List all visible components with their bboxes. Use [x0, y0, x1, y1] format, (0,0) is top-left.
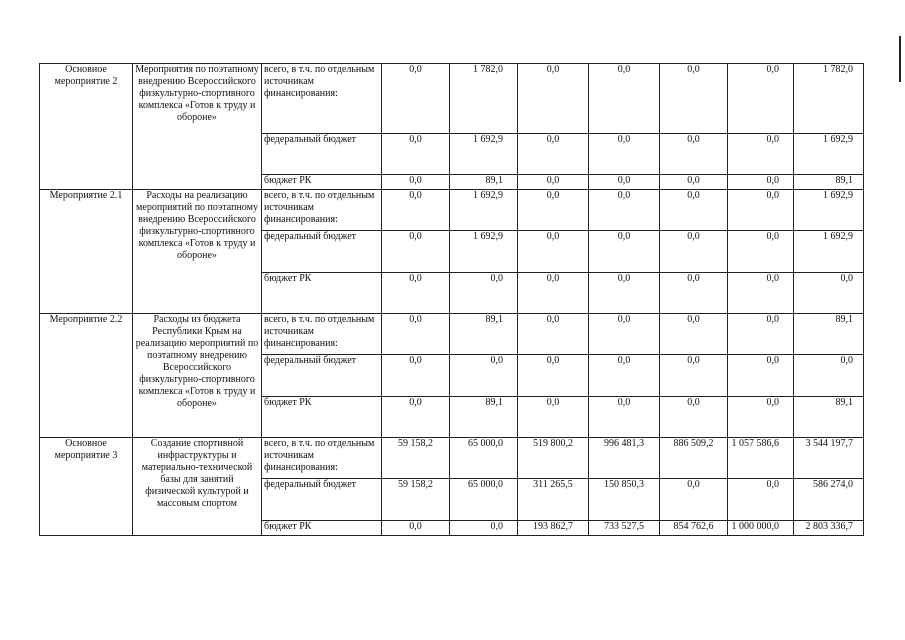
funding-source-label: федеральный бюджет: [262, 355, 382, 397]
amount-cell: 0,0: [660, 479, 728, 521]
amount-cell: 65 000,0: [450, 479, 518, 521]
funding-source-label: всего, в т.ч. по отдельным источникам финансирования:: [262, 64, 382, 134]
funding-source-label: всего, в т.ч. по отдельным источникам финансирования:: [262, 438, 382, 479]
amount-cell: 1 782,0: [794, 64, 864, 134]
amount-cell: 89,1: [450, 314, 518, 355]
funding-source-label: всего, в т.ч. по отдельным источникам финансирования:: [262, 190, 382, 231]
amount-cell: 0,0: [728, 190, 794, 231]
amount-cell: 89,1: [794, 314, 864, 355]
activity-code: Мероприятие 2.2: [40, 314, 133, 438]
table-row: [40, 190, 864, 231]
amount-cell: 0,0: [518, 190, 589, 231]
funding-source-label: бюджет РК: [262, 397, 382, 438]
amount-cell: 0,0: [518, 355, 589, 397]
amount-cell: 519 800,2: [518, 438, 589, 479]
activity-description: Расходы на реализацию мероприятий по поэтапному внедрению Всероссийского физкультурно-спортивного комплекса «Готов к труду и обороне»: [133, 190, 262, 314]
amount-cell: 1 057 586,6: [728, 438, 794, 479]
amount-cell: 0,0: [794, 273, 864, 314]
table-row: [40, 314, 864, 355]
amount-cell: 0,0: [660, 314, 728, 355]
amount-cell: 0,0: [518, 273, 589, 314]
activity-code: Основное мероприятие 3: [40, 438, 133, 536]
activity-description: Расходы из бюджета Республики Крым на реализацию мероприятий по поэтапному внедрению Всероссийского физкультурно-спортивного комплекса «Готов к труду и обороне»: [133, 314, 262, 438]
amount-cell: 0,0: [660, 231, 728, 273]
amount-cell: 0,0: [382, 175, 450, 190]
amount-cell: 1 692,9: [794, 231, 864, 273]
amount-cell: 0,0: [589, 397, 660, 438]
amount-cell: 1 000 000,0: [728, 521, 794, 536]
amount-cell: 59 158,2: [382, 479, 450, 521]
amount-cell: 0,0: [382, 134, 450, 175]
amount-cell: 0,0: [589, 231, 660, 273]
amount-cell: 0,0: [589, 355, 660, 397]
amount-cell: 59 158,2: [382, 438, 450, 479]
amount-cell: 0,0: [589, 273, 660, 314]
amount-cell: 0,0: [518, 397, 589, 438]
amount-cell: 0,0: [382, 397, 450, 438]
amount-cell: 854 762,6: [660, 521, 728, 536]
funding-source-label: федеральный бюджет: [262, 479, 382, 521]
amount-cell: 89,1: [450, 397, 518, 438]
amount-cell: 89,1: [794, 175, 864, 190]
amount-cell: 0,0: [728, 355, 794, 397]
funding-source-label: федеральный бюджет: [262, 134, 382, 175]
amount-cell: 733 527,5: [589, 521, 660, 536]
funding-source-label: бюджет РК: [262, 175, 382, 190]
amount-cell: 0,0: [589, 64, 660, 134]
activity-description: Мероприятия по поэтапному внедрению Всероссийского физкультурно-спортивного комплекса «Готов к труду и обороне»: [133, 64, 262, 190]
table-row: [40, 64, 864, 134]
amount-cell: 3 544 197,7: [794, 438, 864, 479]
amount-cell: 2 803 336,7: [794, 521, 864, 536]
funding-source-label: федеральный бюджет: [262, 231, 382, 273]
amount-cell: 89,1: [794, 397, 864, 438]
activity-code: Мероприятие 2.1: [40, 190, 133, 314]
amount-cell: 0,0: [660, 397, 728, 438]
amount-cell: 89,1: [450, 175, 518, 190]
amount-cell: 0,0: [382, 314, 450, 355]
amount-cell: 0,0: [728, 134, 794, 175]
amount-cell: 0,0: [382, 231, 450, 273]
amount-cell: 0,0: [728, 397, 794, 438]
amount-cell: 0,0: [450, 273, 518, 314]
amount-cell: 0,0: [382, 190, 450, 231]
amount-cell: 0,0: [728, 273, 794, 314]
amount-cell: 0,0: [382, 521, 450, 536]
amount-cell: 0,0: [660, 134, 728, 175]
amount-cell: 586 274,0: [794, 479, 864, 521]
amount-cell: 150 850,3: [589, 479, 660, 521]
amount-cell: 886 509,2: [660, 438, 728, 479]
amount-cell: 0,0: [660, 175, 728, 190]
amount-cell: 0,0: [518, 64, 589, 134]
page-edge-mark: [899, 36, 901, 82]
budget-table: [39, 63, 864, 536]
amount-cell: 0,0: [450, 521, 518, 536]
amount-cell: 0,0: [660, 64, 728, 134]
amount-cell: 311 265,5: [518, 479, 589, 521]
amount-cell: 0,0: [382, 355, 450, 397]
amount-cell: 0,0: [589, 175, 660, 190]
funding-source-label: бюджет РК: [262, 273, 382, 314]
activity-code: Основное мероприятие 2: [40, 64, 133, 190]
amount-cell: 193 862,7: [518, 521, 589, 536]
amount-cell: 0,0: [728, 64, 794, 134]
amount-cell: 0,0: [589, 314, 660, 355]
budget-table-body: [40, 64, 864, 536]
amount-cell: 1 692,9: [450, 134, 518, 175]
amount-cell: 0,0: [518, 175, 589, 190]
amount-cell: 65 000,0: [450, 438, 518, 479]
amount-cell: 0,0: [728, 314, 794, 355]
amount-cell: 1 692,9: [794, 190, 864, 231]
amount-cell: 0,0: [450, 355, 518, 397]
amount-cell: 1 692,9: [450, 231, 518, 273]
amount-cell: 0,0: [660, 355, 728, 397]
amount-cell: 0,0: [589, 190, 660, 231]
amount-cell: 0,0: [518, 134, 589, 175]
activity-description: Создание спортивной инфраструктуры и материально-технической базы для занятий физической культурой и массовым спортом: [133, 438, 262, 536]
amount-cell: 0,0: [794, 355, 864, 397]
amount-cell: 0,0: [728, 175, 794, 190]
amount-cell: 0,0: [589, 134, 660, 175]
amount-cell: 0,0: [660, 190, 728, 231]
amount-cell: 996 481,3: [589, 438, 660, 479]
amount-cell: 0,0: [518, 314, 589, 355]
amount-cell: 0,0: [382, 64, 450, 134]
amount-cell: 1 782,0: [450, 64, 518, 134]
amount-cell: 1 692,9: [794, 134, 864, 175]
amount-cell: 0,0: [518, 231, 589, 273]
amount-cell: 0,0: [382, 273, 450, 314]
table-row: [40, 438, 864, 479]
amount-cell: 0,0: [660, 273, 728, 314]
funding-source-label: бюджет РК: [262, 521, 382, 536]
amount-cell: 0,0: [728, 479, 794, 521]
amount-cell: 0,0: [728, 231, 794, 273]
funding-source-label: всего, в т.ч. по отдельным источникам финансирования:: [262, 314, 382, 355]
amount-cell: 1 692,9: [450, 190, 518, 231]
